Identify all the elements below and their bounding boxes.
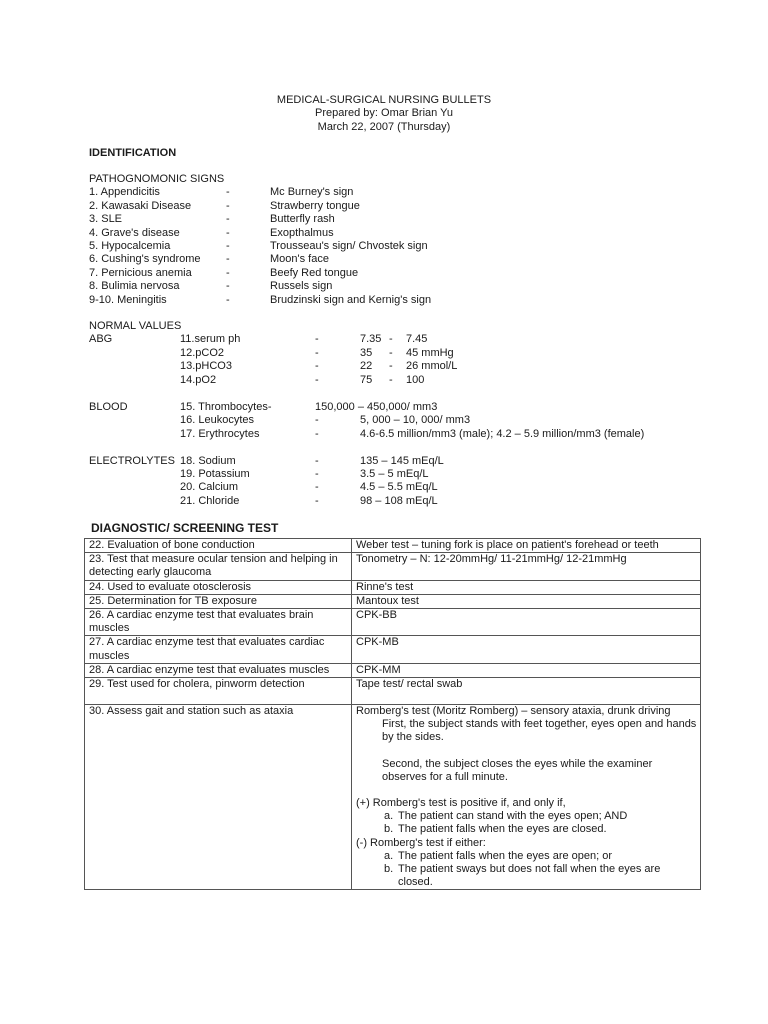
condition-label: 5. Hypocalcemia (89, 240, 171, 252)
parameter-name: 13.pHCO3 (180, 360, 232, 373)
reference-value: 135 – 145 mEq/L (360, 454, 444, 467)
answer-cell: Tape test/ rectal swab (352, 678, 701, 705)
romberg-step-2: Second, the subject closes the eyes while the examiner observes for a full minute. (382, 757, 653, 783)
list-item (89, 267, 729, 280)
table-row (85, 594, 701, 608)
list-item (89, 213, 729, 226)
reference-value: 150,000 – 450,000/ mm3 (315, 401, 438, 413)
list-item (89, 280, 729, 293)
question-cell: 25. Determination for TB exposure (85, 594, 352, 608)
sign-value: Mc Burney's sign (270, 186, 354, 199)
list-item (89, 468, 729, 481)
list-item (89, 333, 729, 346)
normal-values-heading: NORMAL VALUES (89, 320, 182, 332)
dash: - (315, 373, 319, 386)
romberg-positive-heading: (+) Romberg's test is positive if, and only if, (356, 797, 566, 810)
high-value: 7.45 (406, 333, 428, 346)
parameter-name: 21. Chloride (180, 494, 240, 507)
romberg-step-1: First, the subject stands with feet together, eyes open and hands by the sides. (382, 718, 697, 744)
parameter-name: 11.serum ph (180, 333, 241, 346)
answer-cell: CPK-MB (352, 636, 701, 663)
dash: - (226, 199, 230, 212)
parameter-name: 12.pCO2 (180, 346, 225, 359)
dash: - (226, 253, 230, 266)
parameter-name: 15. Thrombocytes- (180, 401, 272, 413)
answer-cell: Weber test – tuning fork is place on patient's forehead or teeth (352, 539, 701, 553)
range-separator: - (389, 360, 393, 373)
low-value: 22 (360, 360, 373, 373)
reference-value: 98 – 108 mEq/L (360, 494, 438, 507)
author-line: Prepared by: Omar Brian Yu (315, 107, 453, 120)
date-line: March 22, 2007 (Thursday) (317, 120, 451, 133)
list-text: The patient sways but does not fall when the eyes are closed. (398, 863, 661, 889)
dash: - (226, 280, 230, 293)
table-row (85, 539, 701, 553)
dash: - (315, 360, 319, 373)
parameter-name: 20. Calcium (180, 481, 239, 494)
condition-label: 4. Grave's disease (89, 226, 180, 239)
parameter-name: 18. Sodium (180, 454, 236, 467)
list-item (89, 294, 729, 307)
sign-value: Moon's face (270, 253, 329, 266)
sign-value: Russels sign (270, 280, 333, 293)
question-cell: 24. Used to evaluate otosclerosis (85, 580, 352, 594)
document-title: MEDICAL-SURGICAL NURSING BULLETS (276, 94, 492, 106)
parameter-name: 16. Leukocytes (180, 414, 254, 427)
range-separator: - (389, 373, 393, 386)
list-marker: a. (384, 810, 394, 823)
diagnostic-heading: DIAGNOSTIC/ SCREENING TEST (91, 521, 279, 535)
list-item (89, 374, 729, 387)
list-marker: b. (384, 863, 394, 876)
answer-cell: Rinne's test (352, 580, 701, 594)
list-text: The patient can stand with the eyes open; AND (398, 810, 628, 823)
range-separator: - (389, 333, 393, 346)
table-row (85, 678, 701, 705)
pathognomonic-heading: PATHOGNOMONIC SIGNS (89, 173, 225, 185)
sign-value: Beefy Red tongue (270, 266, 359, 279)
list-item (356, 850, 697, 863)
answer-cell: Mantoux test (352, 594, 701, 608)
high-value: 26 mmol/L (406, 360, 458, 373)
diagnostic-table (84, 538, 701, 890)
parameter-name: 17. Erythrocytes (180, 427, 260, 440)
parameter-name: 14.pO2 (180, 373, 217, 386)
question-cell: 27. A cardiac enzyme test that evaluates cardiac muscles (85, 636, 352, 663)
list-item (89, 240, 729, 253)
answer-cell: CPK-BB (352, 609, 701, 636)
dash: - (226, 266, 230, 279)
list-item (89, 481, 729, 494)
list-item (356, 863, 697, 889)
condition-label: 2. Kawasaki Disease (89, 199, 192, 212)
table-row (85, 580, 701, 594)
sign-value: Butterfly rash (270, 213, 335, 226)
dash: - (315, 333, 319, 346)
reference-value: 4.6-6.5 million/mm3 (male); 4.2 – 5.9 million/mm3 (female) (360, 427, 645, 440)
romberg-intro: Romberg's test (Moritz Romberg) – sensory ataxia, drunk driving (356, 705, 671, 718)
condition-label: 8. Bulimia nervosa (89, 280, 180, 293)
condition-label: 6. Cushing's syndrome (89, 253, 201, 266)
dash: - (315, 414, 319, 427)
sign-value: Trousseau's sign/ Chvostek sign (270, 240, 428, 252)
list-item (89, 360, 729, 373)
condition-label: 1. Appendicitis (89, 186, 160, 199)
low-value: 35 (360, 346, 373, 359)
dash: - (226, 293, 230, 306)
answer-cell: Tonometry – N: 12-20mmHg/ 11-21mmHg/ 12-21mmHg (352, 553, 701, 580)
condition-label: 9-10. Meningitis (89, 293, 167, 306)
list-item (89, 186, 729, 199)
dash: - (226, 213, 230, 226)
question-cell: 30. Assess gait and station such as ataxia (85, 705, 352, 890)
list-text: The patient falls when the eyes are closed. (398, 823, 607, 836)
list-item (356, 810, 697, 823)
table-row (85, 636, 701, 663)
dash: - (226, 240, 230, 252)
section-label: BLOOD (89, 401, 128, 413)
question-cell: 22. Evaluation of bone conduction (85, 539, 352, 553)
parameter-name: 19. Potassium (180, 468, 250, 480)
list-item (356, 823, 697, 836)
list-item (89, 200, 729, 213)
list-marker: b. (384, 823, 394, 836)
answer-cell: CPK-MM (352, 663, 701, 677)
list-item (89, 414, 729, 427)
document-header (0, 94, 768, 134)
dash: - (226, 186, 230, 199)
list-text: The patient falls when the eyes are open; or (398, 849, 613, 862)
dash: - (315, 481, 319, 494)
condition-label: 7. Pernicious anemia (89, 266, 192, 279)
dash: - (315, 468, 319, 480)
identification-heading: IDENTIFICATION (89, 147, 177, 159)
condition-label: 3. SLE (89, 213, 123, 226)
section-label: ABG (89, 333, 113, 346)
high-value: 45 mmHg (406, 346, 454, 359)
table-row (85, 705, 701, 890)
dash: - (315, 454, 319, 467)
high-value: 100 (406, 373, 425, 386)
dash: - (315, 346, 319, 359)
reference-value: 3.5 – 5 mEq/L (360, 468, 429, 480)
dash: - (315, 494, 319, 507)
table-row (85, 663, 701, 677)
question-cell: 28. A cardiac enzyme test that evaluates muscles (85, 663, 352, 677)
sign-value: Exopthalmus (270, 226, 334, 239)
dash: - (315, 427, 319, 440)
list-item (89, 455, 729, 468)
reference-value: 5, 000 – 10, 000/ mm3 (360, 414, 471, 427)
question-cell: 23. Test that measure ocular tension and helping in detecting early glaucoma (85, 553, 352, 580)
list-item (89, 428, 729, 441)
sign-value: Strawberry tongue (270, 199, 360, 212)
low-value: 75 (360, 373, 373, 386)
range-separator: - (389, 346, 393, 359)
list-marker: a. (384, 849, 394, 862)
reference-value: 4.5 – 5.5 mEq/L (360, 481, 438, 494)
low-value: 7.35 (360, 333, 382, 346)
list-item (89, 253, 729, 266)
question-cell: 26. A cardiac enzyme test that evaluates brain muscles (85, 609, 352, 636)
romberg-negative-heading: (-) Romberg's test if either: (356, 836, 486, 849)
list-item (89, 495, 729, 508)
dash: - (226, 226, 230, 239)
list-item (89, 401, 729, 414)
answer-cell (352, 705, 701, 890)
question-cell: 29. Test used for cholera, pinworm detection (85, 678, 352, 705)
section-label: ELECTROLYTES (89, 454, 175, 467)
table-row (85, 609, 701, 636)
sign-value: Brudzinski sign and Kernig's sign (270, 293, 432, 306)
list-item (89, 227, 729, 240)
table-row (85, 553, 701, 580)
list-item (89, 347, 729, 360)
